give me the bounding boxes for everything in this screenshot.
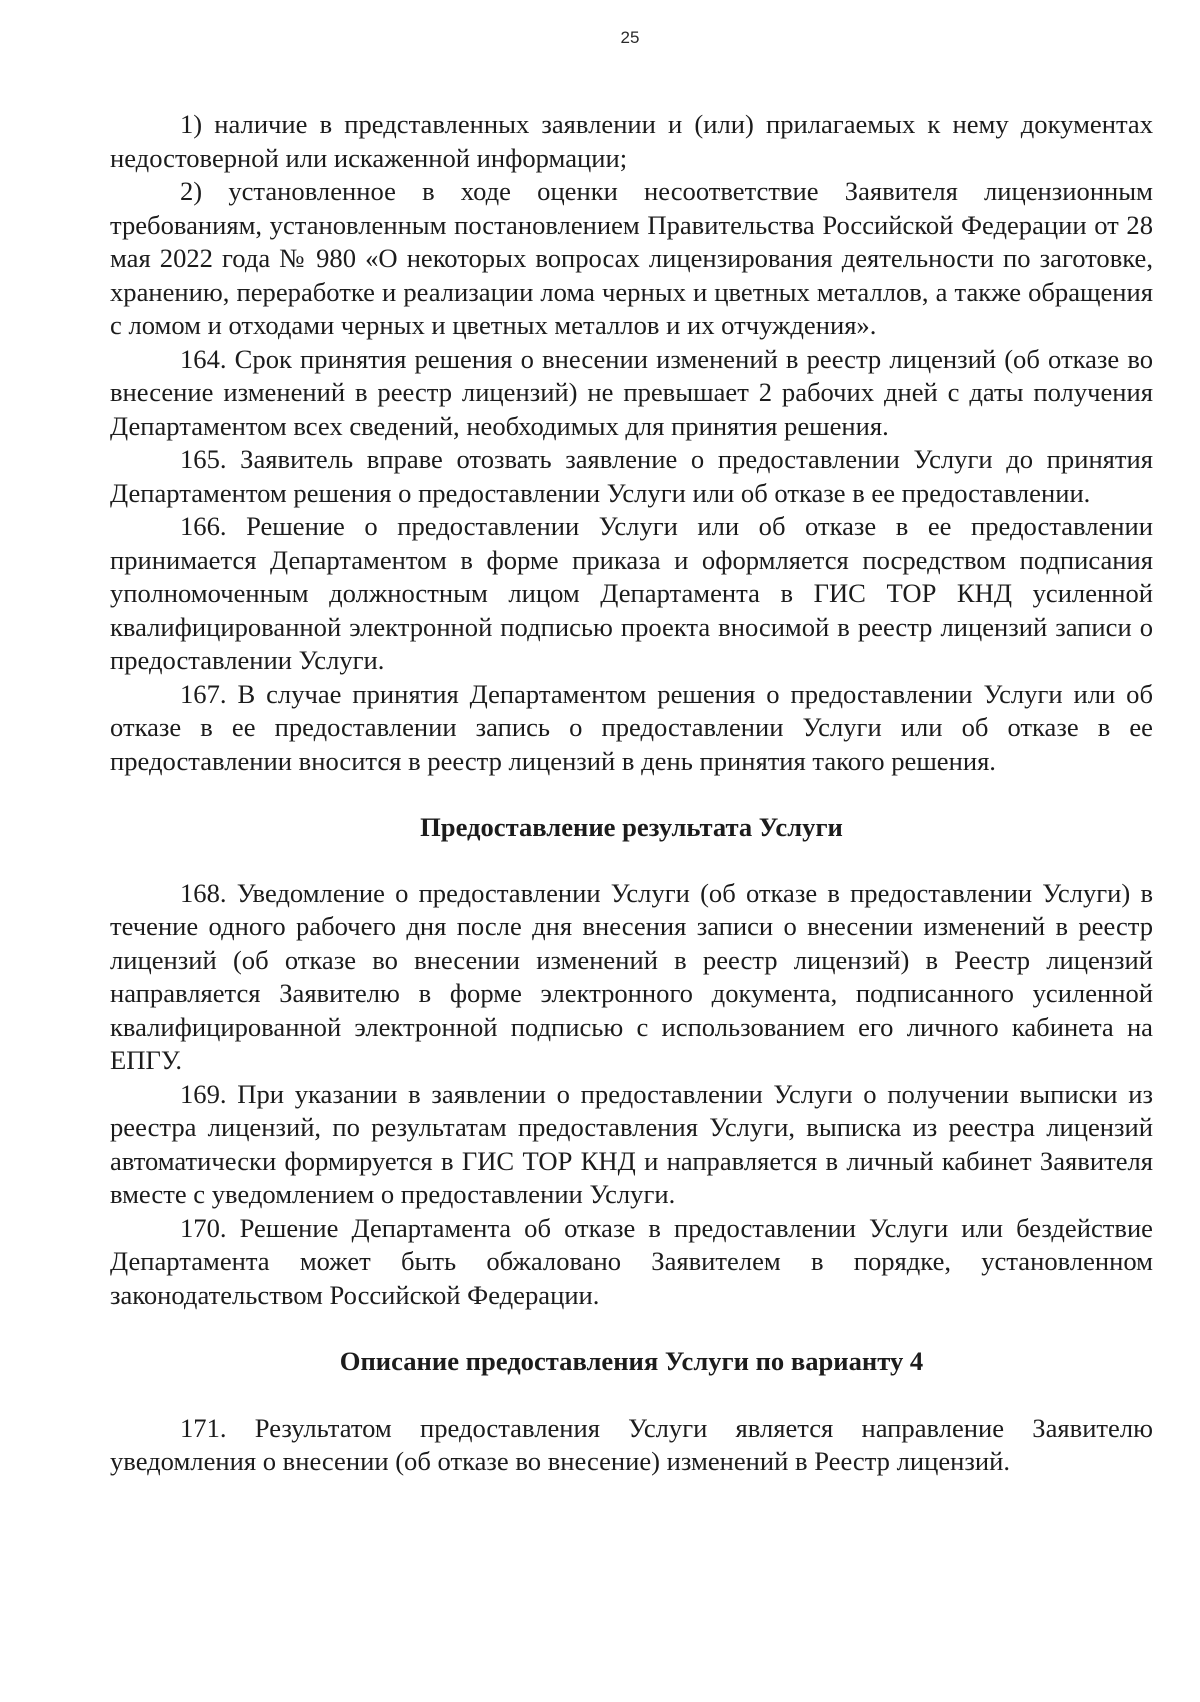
paragraph-169: 169. При указании в заявлении о предоставлении Услуги о получении выписки из реестра лицензий, по результатам предоставления Услуги, выписка из реестра лицензий автоматически формируется в ГИС ТОР КНД и направляется в личный кабинет Заявителя вместе с уведомлением о предоставлении Услуги. (110, 1078, 1153, 1209)
section-heading-variant-4: Описание предоставления Услуги по варианту 4 (339, 1346, 924, 1376)
paragraph-168: 168. Уведомление о предоставлении Услуги (об отказе в предоставлении Услуги) в течение одного рабочего дня после дня внесения записи о внесении изменений в реестр лицензий (об отказе во внесении изменений в реестр лицензий) в Реестр лицензий направляется Заявителю в форме электронного документа, подписанного усиленной квалифицированной электронной подписью с использованием его личного кабинета на ЕПГУ. (110, 877, 1153, 1075)
paragraph-167: 167. В случае принятия Департаментом решения о предоставлении Услуги или об отказе в ее предоставлении запись о предоставлении Услуги или об отказе в ее предоставлении вносится в реестр лицензий в день принятия такого решения. (110, 678, 1153, 776)
paragraph-item-1: 1) наличие в представленных заявлении и (или) прилагаемых к нему документах недостоверной или искаженной информации; (110, 109, 1153, 173)
paragraph-166: 166. Решение о предоставлении Услуги или об отказе в ее предоставлении принимается Департаментом в форме приказа и оформляется посредством подписания уполномоченным должностным лицом Департамента в ГИС ТОР КНД усиленной квалифицированной электронной подписью проекта вносимой в реестр лицензий записи о предоставлении Услуги. (110, 511, 1153, 675)
paragraph-item-2: 2) установленное в ходе оценки несоответствие Заявителя лицензионным требованиям, установленным постановлением Правительства Российской Федерации от 28 мая 2022 года № 980 «О некоторых вопросах лицензирования деятельности по заготовке, хранению, переработке и реализации лома черных и цветных металлов, а также обращения с ломом и отходами черных и цветных металлов и их отчуждения». (110, 176, 1153, 340)
paragraph-164: 164. Срок принятия решения о внесении изменений в реестр лицензий (об отказе во внесение изменений в реестр лицензий) не превышает 2 рабочих дней с даты получения Департаментом всех сведений, необходимых для принятия решения. (110, 343, 1153, 441)
document-body (110, 108, 1153, 1479)
paragraph-171: 171. Результатом предоставления Услуги является направление Заявителю уведомления о внесении (об отказе во внесение) изменений в Реестр лицензий. (110, 1412, 1153, 1476)
paragraph-165: 165. Заявитель вправе отозвать заявление о предоставлении Услуги до принятия Департаментом решения о предоставлении Услуги или об отказе в ее предоставлении. (110, 444, 1153, 508)
section-heading-result: Предоставление результата Услуги (420, 812, 843, 842)
page-number: 25 (620, 28, 640, 47)
paragraph-170: 170. Решение Департамента об отказе в предоставлении Услуги или бездействие Департамента может быть обжаловано Заявителем в порядке, установленном законодательством Российской Федерации. (110, 1212, 1153, 1310)
